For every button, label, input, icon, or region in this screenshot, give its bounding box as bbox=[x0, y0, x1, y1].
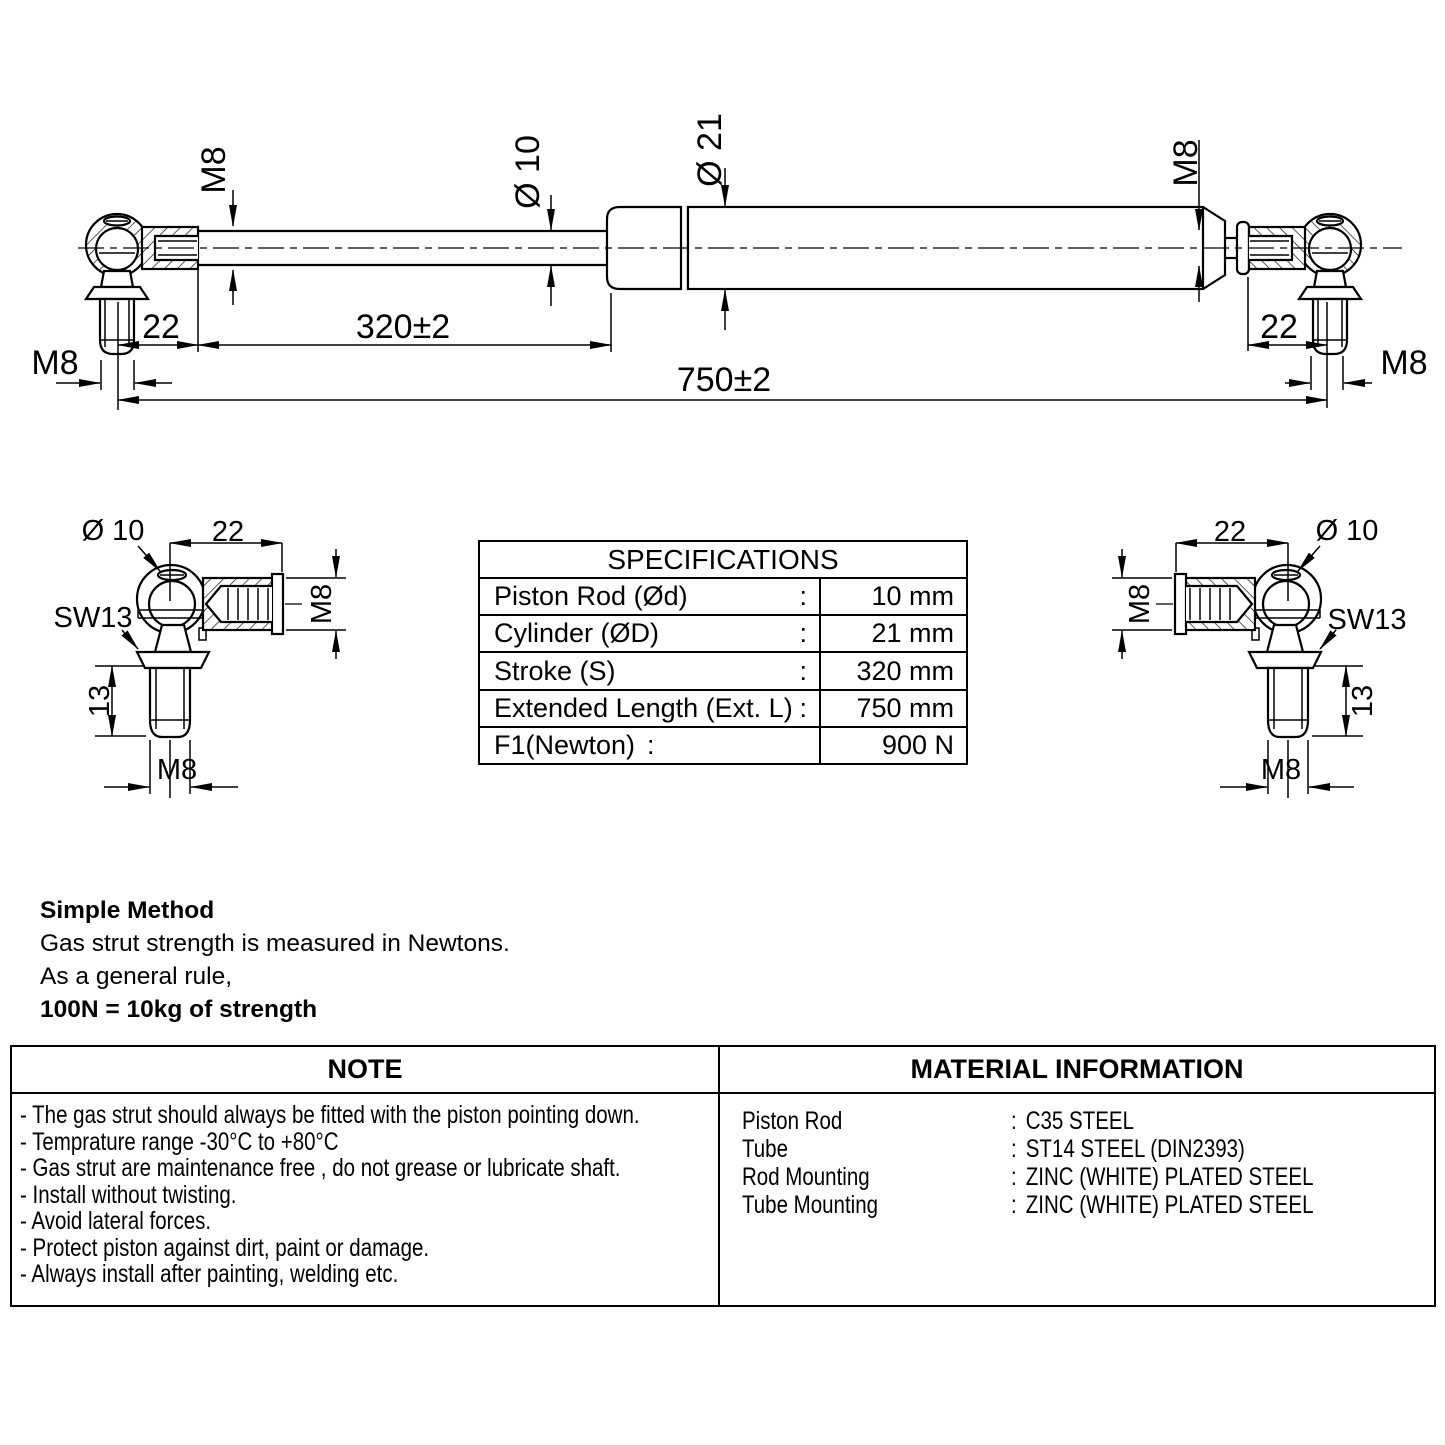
dim-label-extended-length: 750±2 bbox=[676, 361, 772, 399]
spec-row-force bbox=[480, 728, 966, 763]
left-detail-labels bbox=[54, 515, 338, 786]
simple-method-line: Gas strut strength is measured in Newtons. bbox=[40, 930, 510, 957]
spec-label: Piston Rod (Ød) bbox=[494, 581, 688, 612]
dim-label-m8-stud-right: M8 bbox=[1380, 344, 1428, 382]
specifications-table bbox=[478, 540, 968, 765]
simple-method-line: As a general rule, bbox=[40, 963, 233, 990]
dim-label-wrench-left: SW13 bbox=[53, 602, 133, 634]
material-label: Rod Mounting bbox=[742, 1163, 870, 1191]
dim-label-m8-stud-left: M8 bbox=[31, 344, 79, 382]
dim-label-rod-diameter: Ø 10 bbox=[509, 135, 547, 209]
spec-value: 900 N bbox=[819, 728, 966, 763]
note-line: - Gas strut are maintenance free , do not grease or lubricate shaft. bbox=[20, 1154, 621, 1182]
dim-label-ball-diameter-right: Ø 10 bbox=[1315, 515, 1379, 547]
spec-row-extended-length bbox=[480, 691, 966, 728]
dim-label-m8-stud-detail-right: M8 bbox=[1260, 754, 1302, 786]
simple-method-rule: 100N = 10kg of strength bbox=[40, 996, 318, 1023]
spec-row-piston-rod bbox=[480, 579, 966, 616]
specifications-title: SPECIFICATIONS bbox=[480, 542, 966, 579]
spec-label: Extended Length (Ext. L) bbox=[494, 692, 793, 723]
material-label: Piston Rod bbox=[742, 1107, 843, 1135]
ball-joint-detail-right bbox=[1112, 543, 1363, 798]
note-line: - The gas strut should always be fitted with the piston pointing down. bbox=[20, 1101, 640, 1129]
material-colon: : bbox=[1010, 1191, 1017, 1219]
dim-label-m8-rod-right: M8 bbox=[1167, 139, 1205, 187]
note-column bbox=[12, 1094, 720, 1305]
material-value: ZINC (WHITE) PLATED STEEL bbox=[1025, 1191, 1314, 1219]
spec-colon: : bbox=[799, 618, 807, 649]
material-header: MATERIAL INFORMATION bbox=[910, 1054, 1244, 1084]
material-label: Tube Mounting bbox=[742, 1191, 879, 1219]
spec-value: 21 mm bbox=[819, 616, 966, 651]
note-line: - Protect piston against dirt, paint or damage. bbox=[20, 1233, 430, 1262]
material-colon: : bbox=[1010, 1107, 1017, 1135]
simple-method-title: Simple Method bbox=[40, 897, 215, 924]
note-material-table bbox=[10, 1045, 1436, 1307]
dim-label-right-end: 22 bbox=[1260, 308, 1298, 346]
dim-label-stud-length-right: 13 bbox=[1347, 684, 1379, 718]
material-label: Tube bbox=[742, 1135, 788, 1163]
ball-joint-detail bbox=[95, 543, 346, 798]
material-row bbox=[742, 1135, 1434, 1163]
dim-label-wrench-right: SW13 bbox=[1327, 604, 1407, 636]
dim-label-stud-length-left: 13 bbox=[84, 684, 116, 718]
spec-colon: : bbox=[799, 581, 807, 612]
dim-label-m8-socket-left: M8 bbox=[306, 583, 338, 625]
material-value: ST14 STEEL (DIN2393) bbox=[1025, 1135, 1245, 1163]
spec-colon: : bbox=[647, 729, 655, 760]
material-value: C35 STEEL bbox=[1025, 1107, 1134, 1135]
simple-method-block bbox=[40, 894, 510, 1026]
material-colon: : bbox=[1010, 1135, 1017, 1163]
spec-label: Stroke (S) bbox=[494, 655, 616, 686]
material-value: ZINC (WHITE) PLATED STEEL bbox=[1025, 1163, 1314, 1191]
spec-value: 320 mm bbox=[819, 653, 966, 688]
dim-label-m8-rod-left: M8 bbox=[195, 146, 233, 194]
material-colon: : bbox=[1010, 1163, 1017, 1191]
dim-label-m8-socket-right: M8 bbox=[1124, 583, 1156, 625]
note-line: - Temprature range -30°C to +80°C bbox=[20, 1127, 339, 1156]
spec-label: F1(Newton) bbox=[494, 729, 636, 760]
spec-row-stroke bbox=[480, 653, 966, 690]
note-line: - Avoid lateral forces. bbox=[20, 1207, 212, 1235]
spec-label: Cylinder (ØD) bbox=[494, 618, 660, 649]
material-row bbox=[742, 1163, 1434, 1191]
note-header: NOTE bbox=[12, 1047, 720, 1092]
dim-label-left-end: 22 bbox=[142, 308, 180, 346]
material-column bbox=[720, 1094, 1434, 1305]
right-detail-labels bbox=[1124, 515, 1406, 786]
material-row bbox=[742, 1191, 1434, 1219]
dim-label-socket-length-left: 22 bbox=[211, 516, 245, 548]
dim-label-stroke: 320±2 bbox=[355, 308, 451, 346]
spec-value: 10 mm bbox=[819, 579, 966, 614]
dim-label-socket-length-right: 22 bbox=[1213, 516, 1247, 548]
spec-value: 750 mm bbox=[819, 691, 966, 726]
material-row bbox=[742, 1107, 1434, 1135]
dim-label-m8-stud-detail-left: M8 bbox=[156, 754, 198, 786]
spec-colon: : bbox=[799, 655, 807, 686]
main-strut-view bbox=[31, 113, 1427, 410]
spec-colon: : bbox=[799, 692, 807, 723]
note-line: - Install without twisting. bbox=[20, 1180, 237, 1209]
note-line: - Always install after painting, welding etc. bbox=[20, 1260, 399, 1288]
dim-label-ball-diameter-left: Ø 10 bbox=[81, 515, 145, 547]
dim-label-cylinder-diameter: Ø 21 bbox=[691, 113, 729, 187]
spec-row-cylinder bbox=[480, 616, 966, 653]
